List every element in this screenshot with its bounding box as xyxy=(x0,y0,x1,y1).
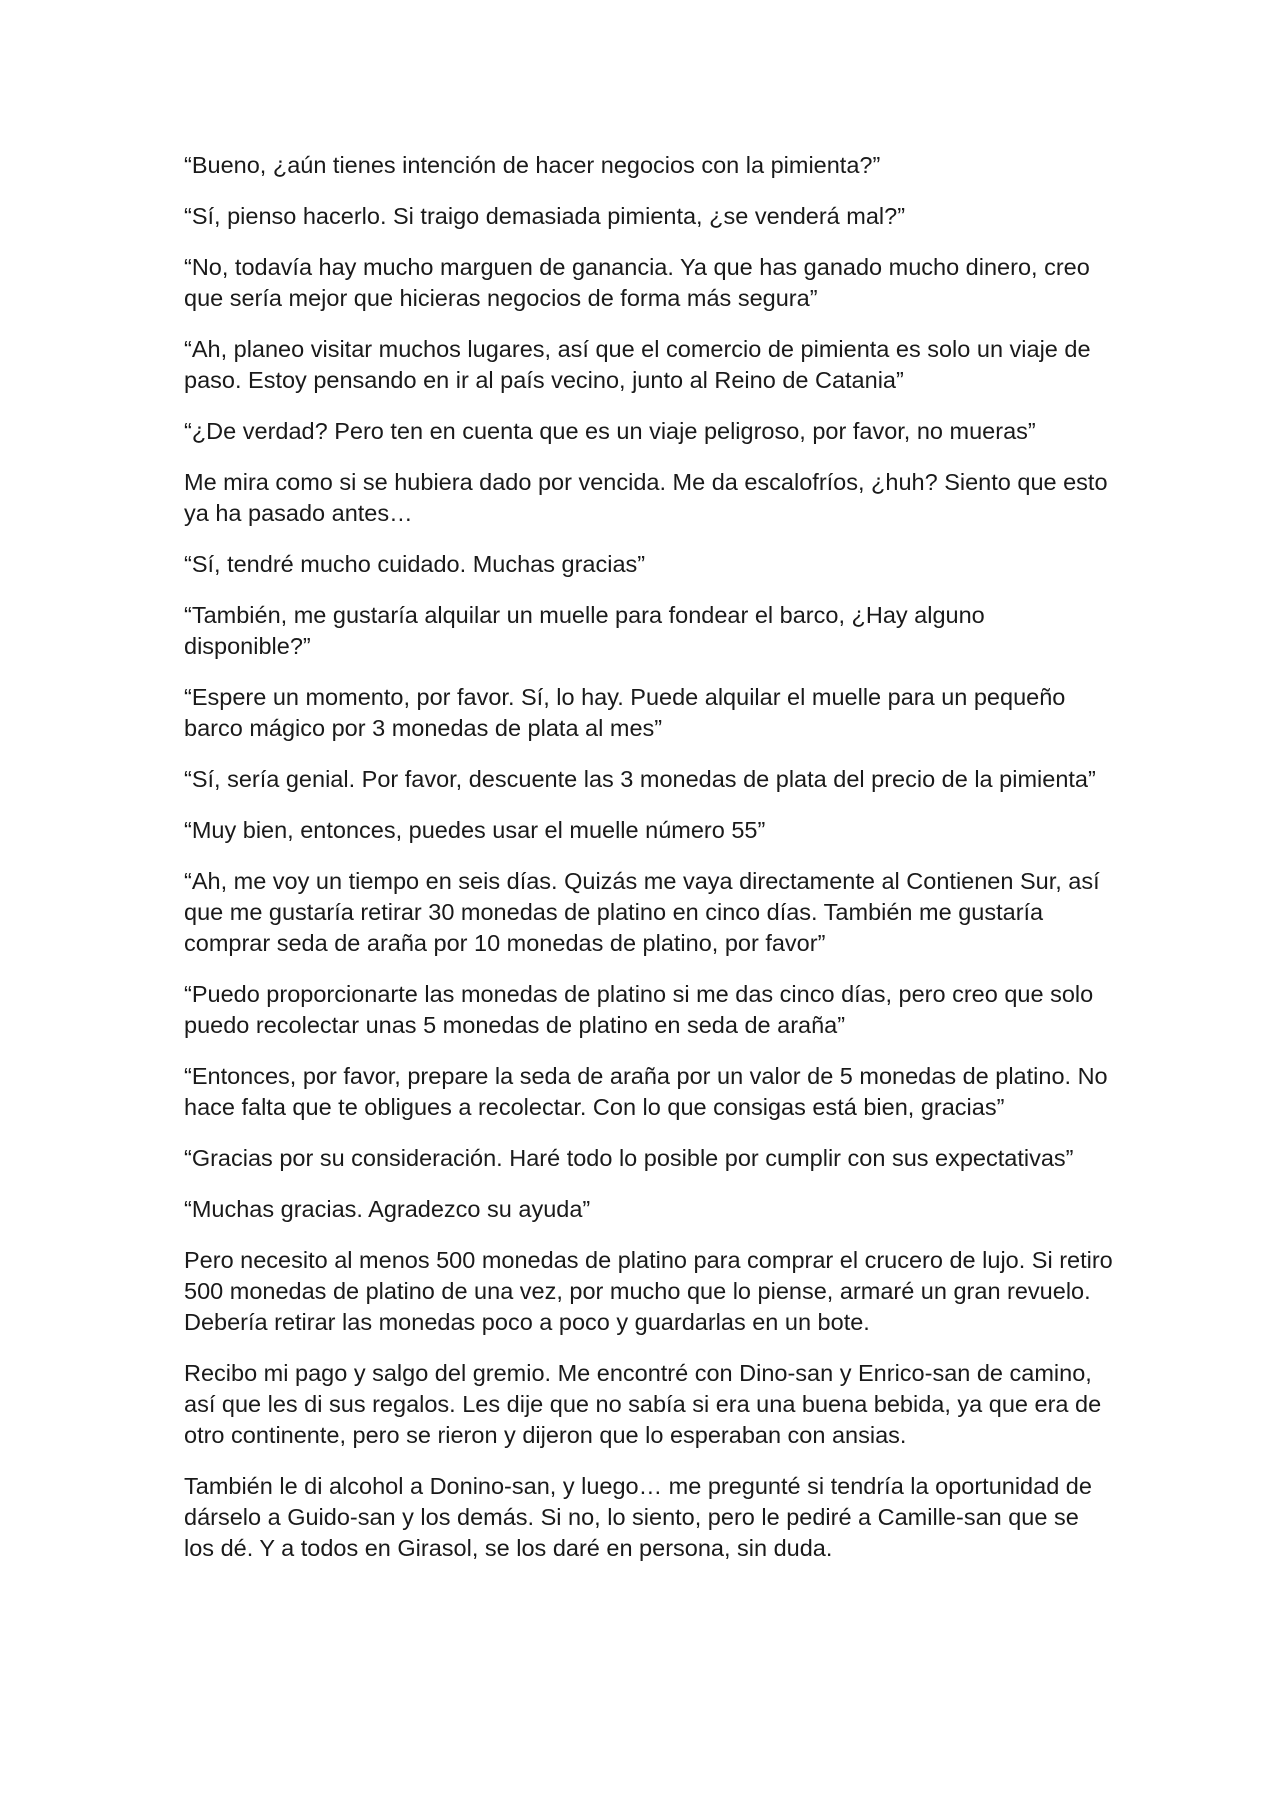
paragraph: “Ah, me voy un tiempo en seis días. Quizás me vaya directamente al Contienen Sur, así que me gustaría retirar 30 monedas de platino en cinco días. También me gustaría comprar seda de araña por 10 monedas de platino, por favor” xyxy=(184,868,1100,956)
paragraph: “Sí, pienso hacerlo. Si traigo demasiada pimienta, ¿se venderá mal?” xyxy=(184,203,906,229)
paragraph: “También, me gustaría alquilar un muelle para fondear el barco, ¿Hay alguno disponible?” xyxy=(184,602,985,659)
paragraph: Recibo mi pago y salgo del gremio. Me encontré con Dino-san y Enrico-san de camino, así que les di sus regalos. Les dije que no sabía si era una buena bebida, ya que era de otro continente, pero se rieron y dijeron que lo esperaban con ansias. xyxy=(184,1360,1102,1448)
paragraph: “No, todavía hay mucho marguen de ganancia. Ya que has ganado mucho dinero, creo que sería mejor que hicieras negocios de forma más segura” xyxy=(184,254,1090,311)
paragraph: “Ah, planeo visitar muchos lugares, así que el comercio de pimienta es solo un viaje de paso. Estoy pensando en ir al país vecino, junto al Reino de Catania” xyxy=(184,336,1091,393)
paragraph: “Bueno, ¿aún tienes intención de hacer negocios con la pimienta?” xyxy=(184,152,881,178)
paragraph: Me mira como si se hubiera dado por vencida. Me da escalofríos, ¿huh? Siento que esto ya ha pasado antes… xyxy=(184,469,1108,526)
paragraph: “Entonces, por favor, prepare la seda de araña por un valor de 5 monedas de platino. No hace falta que te obligues a recolectar. Con lo que consigas está bien, gracias” xyxy=(184,1063,1108,1120)
paragraph: “Muchas gracias. Agradezco su ayuda” xyxy=(184,1196,591,1222)
paragraph: “Sí, sería genial. Por favor, descuente las 3 monedas de plata del precio de la pimienta” xyxy=(184,766,1096,792)
paragraph: “Espere un momento, por favor. Sí, lo hay. Puede alquilar el muelle para un pequeño barco mágico por 3 monedas de plata al mes” xyxy=(184,684,1066,741)
paragraph: “Muy bien, entonces, puedes usar el muelle número 55” xyxy=(184,817,766,843)
paragraph: “Puedo proporcionarte las monedas de platino si me das cinco días, pero creo que solo puedo recolectar unas 5 monedas de platino en seda de araña” xyxy=(184,981,1094,1038)
paragraph: “Gracias por su consideración. Haré todo lo posible por cumplir con sus expectativas” xyxy=(184,1145,1074,1171)
document-body xyxy=(184,150,1114,1584)
paragraph: “¿De verdad? Pero ten en cuenta que es un viaje peligroso, por favor, no mueras” xyxy=(184,418,1036,444)
paragraph: Pero necesito al menos 500 monedas de platino para comprar el crucero de lujo. Si retiro 500 monedas de platino de una vez, por mucho que lo piense, armaré un gran revuelo. Debería retirar las monedas poco a poco y guardarlas en un bote. xyxy=(184,1247,1113,1335)
paragraph: “Sí, tendré mucho cuidado. Muchas gracias” xyxy=(184,551,646,577)
paragraph: También le di alcohol a Donino-san, y luego… me pregunté si tendría la oportunidad de dárselo a Guido-san y los demás. Si no, lo siento, pero le pediré a Camille-san que se los dé. Y a todos en Girasol, se los daré en persona, sin duda. xyxy=(184,1473,1092,1561)
